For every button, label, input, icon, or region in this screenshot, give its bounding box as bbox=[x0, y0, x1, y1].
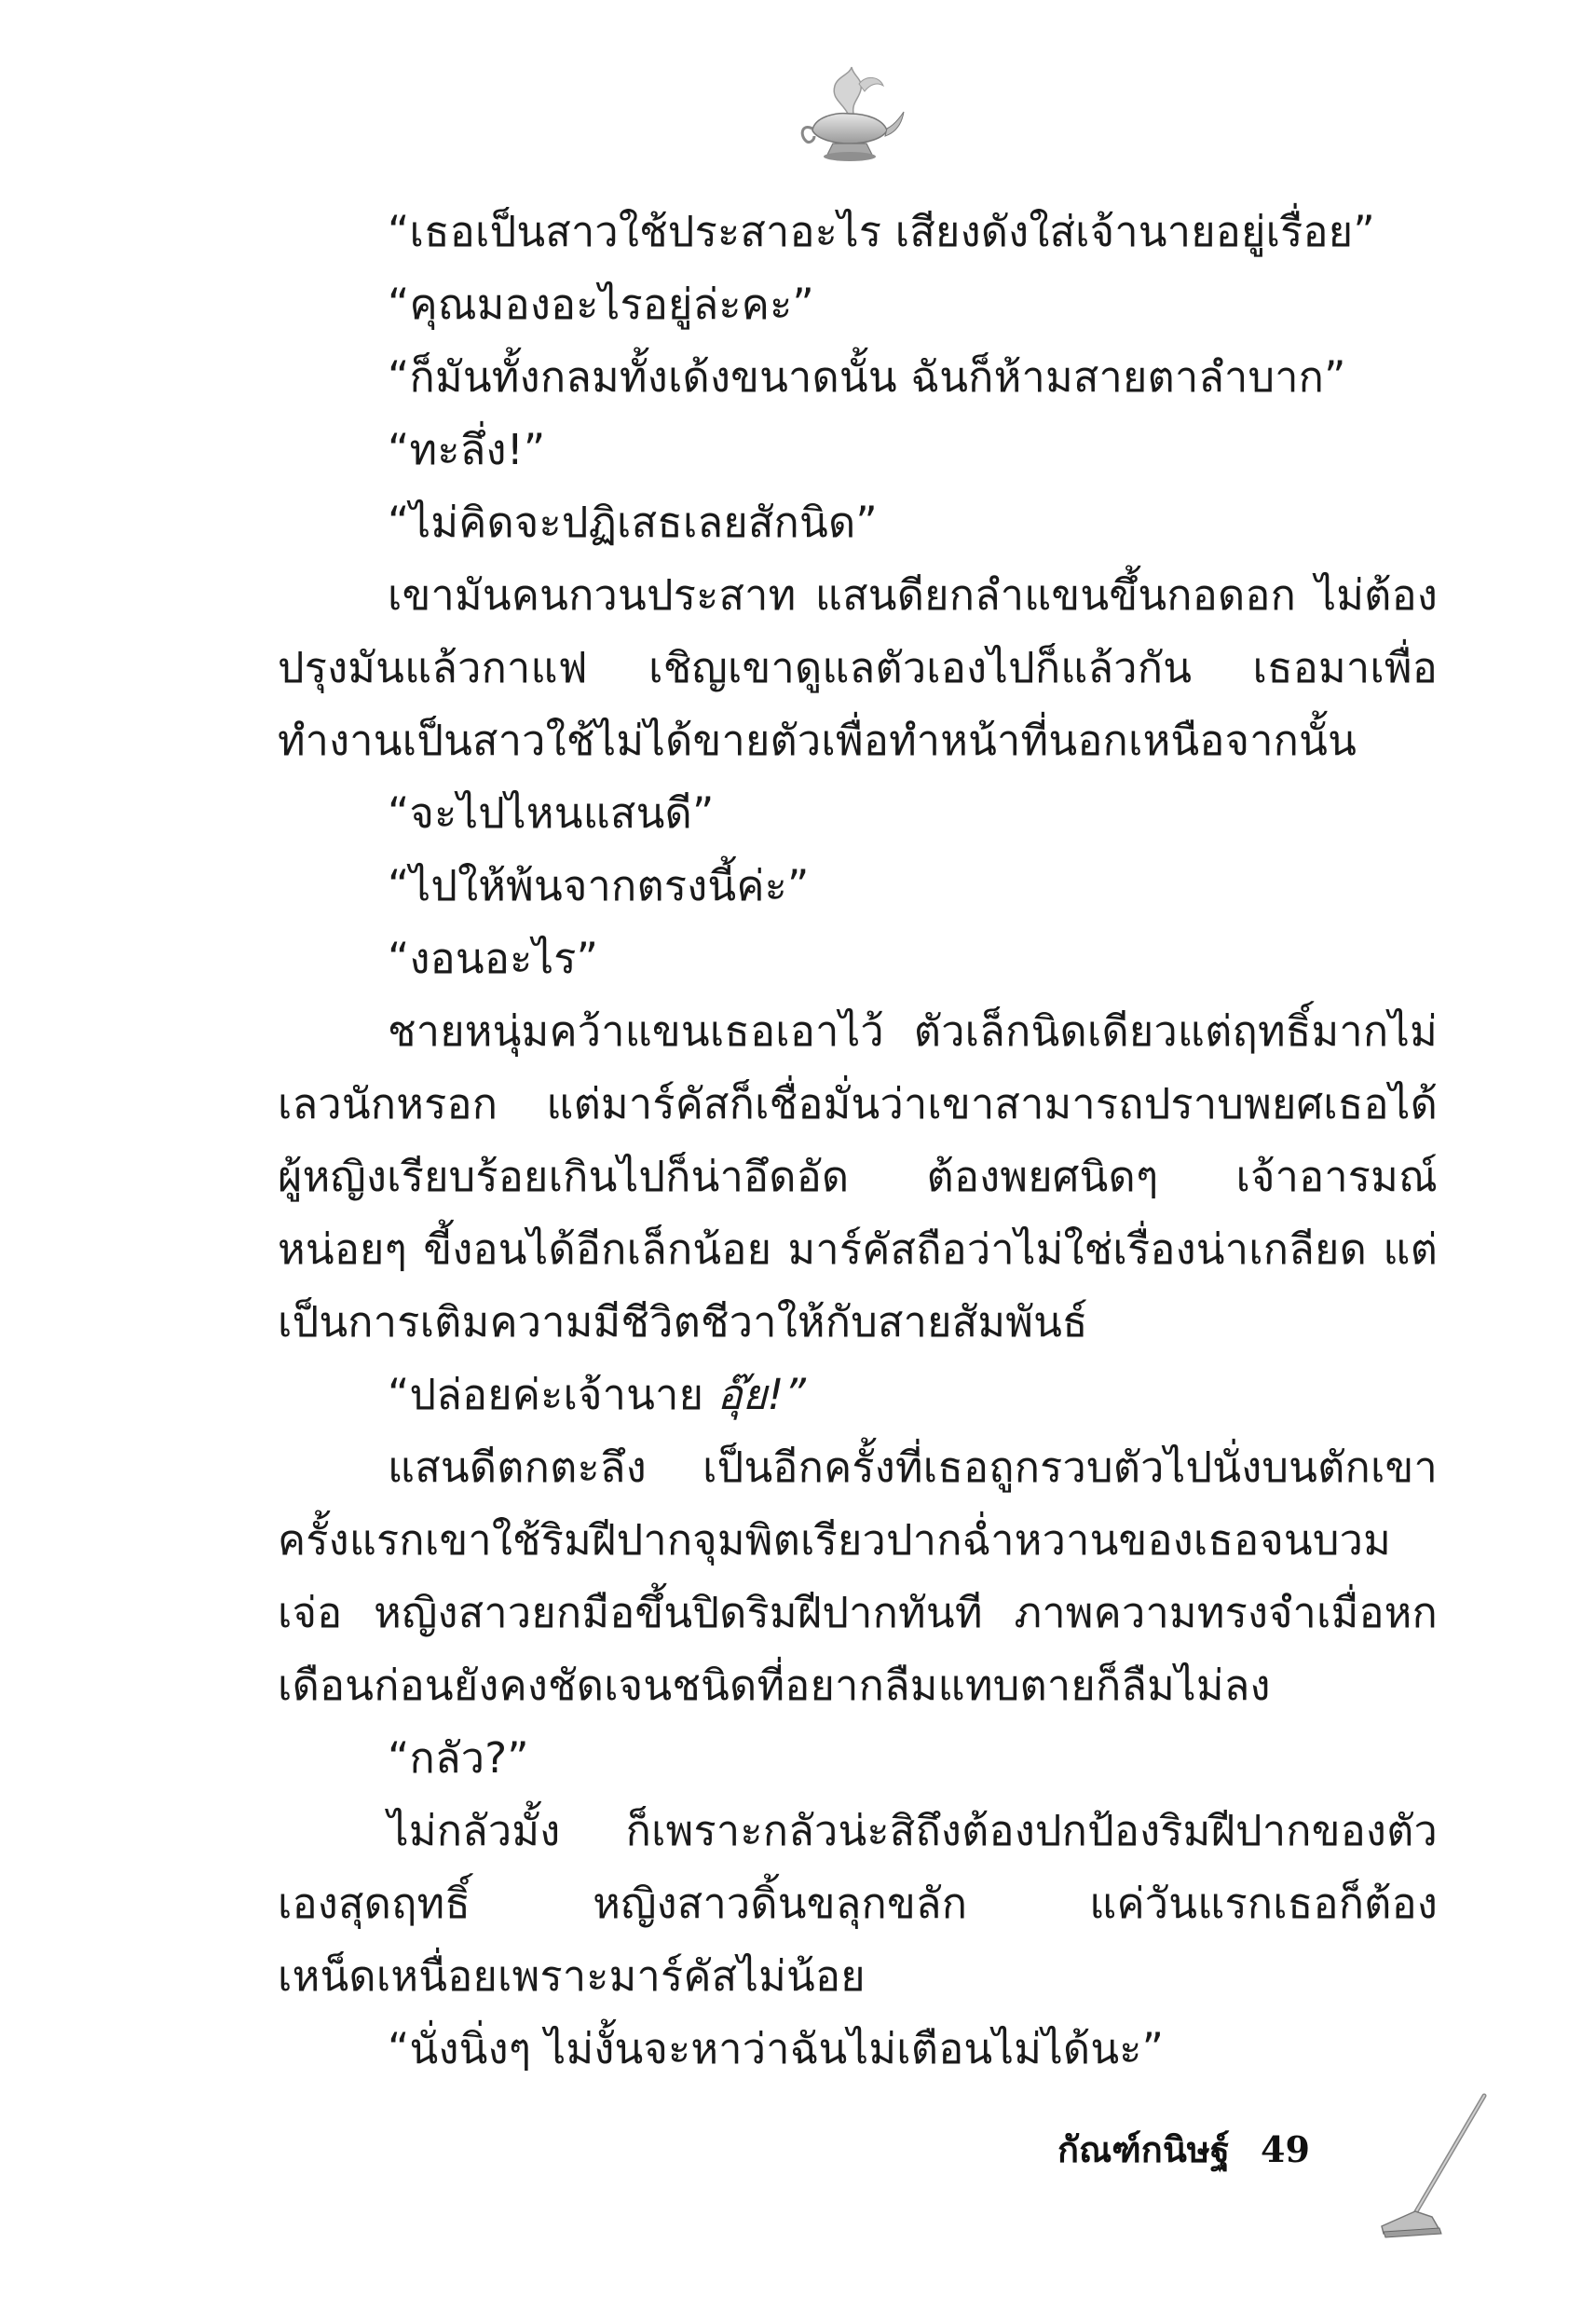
book-title: กัณฑ์กนิษฐ์ bbox=[1057, 2128, 1230, 2170]
dialog-line: “นั่งนิ่งๆ ไม่งั้นจะหาว่าฉันไม่เตือนไม่ได้นะ” bbox=[388, 2024, 1165, 2073]
dialog-line: “คุณมองอะไรอยู่ล่ะคะ” bbox=[388, 280, 814, 329]
dialog-line: “ไปให้พ้นจากตรงนี้ค่ะ” bbox=[388, 861, 810, 910]
dialog-italic-exclamation: อุ๊ย!” bbox=[716, 1370, 807, 1419]
dialog-line: “เธอเป็นสาวใช้ประสาอะไร เสียงดังใส่เจ้านายอยู่เรื่อย” bbox=[388, 207, 1375, 256]
mop-icon bbox=[1374, 2092, 1495, 2241]
dialog-line: “งอนอะไร” bbox=[388, 934, 599, 983]
narrative-paragraph: ไม่กลัวมั้ง ก็เพราะกลัวน่ะสิถึงต้องปกป้องริมฝีปากของตัวเองสุดฤทธิ์ หญิงสาวดิ้นขลุกขลัก แค่วันแรกเธอก็ต้องเหน็ดเหนื่อยเพราะมาร์คัสไม่น้อย bbox=[278, 1806, 1438, 2001]
dialog-line: “ก็มันทั้งกลมทั้งเด้งขนาดนั้น ฉันก็ห้ามสายตาลำบาก” bbox=[388, 352, 1346, 402]
narrative-paragraph: แสนดีตกตะลึง เป็นอีกครั้งที่เธอถูกรวบตัวไปนั่งบนตักเขา ครั้งแรกเขาใช้ริมฝีปากจุมพิตเรียวปากฉ่ำหวานของเธอจนบวมเจ่อ หญิงสาวยกมือขึ้นปิดริมฝีปากทันที ภาพความทรงจำเมื่อหกเดือนก่อนยังคงชัดเจนชนิดที่อยากลืมแทบตายก็ลืมไม่ลง bbox=[278, 1443, 1438, 1710]
page-number: 49 bbox=[1261, 2128, 1310, 2170]
dialog-text: “ปล่อยค่ะเจ้านาย bbox=[388, 1370, 717, 1419]
dialog-line: “กลัว?” bbox=[388, 1733, 529, 1783]
narrative-paragraph: เขามันคนกวนประสาท แสนดียกลำแขนขึ้นกอดอก ไม่ต้องปรุงมันแล้วกาแฟ เชิญเขาดูแลตัวเองไปก็แล้วกัน เธอมาเพื่อทำงานเป็นสาวใช้ไม่ได้ขายตัวเพื่อทำหน้าที่นอกเหนือจากนั้น bbox=[278, 570, 1438, 765]
dialog-line bbox=[278, 1359, 1438, 1431]
dialog-line: “ไม่คิดจะปฏิเสธเลยสักนิด” bbox=[388, 498, 878, 547]
narrative-paragraph: ชายหนุ่มคว้าแขนเธอเอาไว้ ตัวเล็กนิดเดียวแต่ฤทธิ์มากไม่เลวนักหรอก แต่มาร์คัสก็เชื่อมั่นว่าเขาสามารถปราบพยศเธอได้ ผู้หญิงเรียบร้อยเกินไปก็น่าอึดอัด ต้องพยศนิดๆ เจ้าอารมณ์หน่อยๆ ขี้งอนได้อีกเล็กน้อย มาร์คัสถือว่าไม่ใช่เรื่องน่าเกลียด แต่เป็นการเติมความมีชีวิตชีวาให้กับสายสัมพันธ์ bbox=[278, 1006, 1438, 1347]
dialog-line: “จะไปไหนแสนดี” bbox=[388, 788, 715, 838]
dialog-line: “ทะลึ่ง!” bbox=[388, 425, 546, 474]
body-text bbox=[278, 196, 1438, 2085]
magic-lamp-icon bbox=[794, 65, 906, 168]
